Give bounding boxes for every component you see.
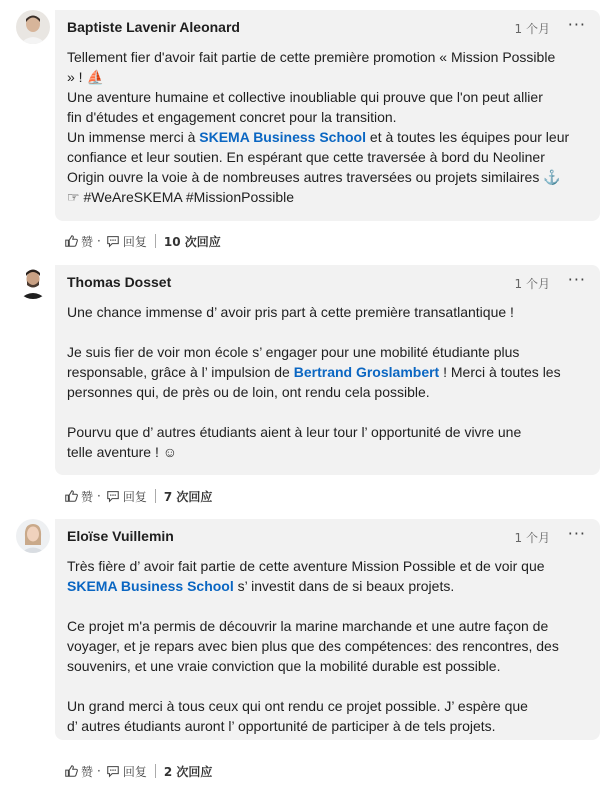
divider — [155, 489, 156, 503]
text-segment: et à toutes les équipes pour leur — [366, 129, 570, 145]
reply-label: 回复 — [122, 234, 147, 249]
thumbs-up-icon — [64, 234, 78, 248]
mention-link[interactable]: SKEMA Business School — [199, 129, 367, 145]
text-line: Une chance immense d’ avoir pris part à cette première transatlantique ! — [67, 304, 514, 320]
text-segment: Un immense merci à — [67, 129, 200, 145]
like-button[interactable] — [64, 488, 93, 505]
comment-author[interactable]: Baptiste Lavenir Aleonard — [67, 19, 240, 35]
text-line: fin d'études et engagement concret pour la transition. — [67, 109, 397, 125]
text-line: telle aventure ! ☺ — [67, 444, 178, 460]
mention-link[interactable]: SKEMA Business School — [67, 578, 234, 594]
text-line: confiance et leur soutien. En espérant que cette traversée à bord du Neoliner — [67, 149, 545, 165]
text-line: Très fière d’ avoir fait partie de cette aventure Mission Possible et de voir que — [67, 558, 545, 574]
comment-time: 1 个月 — [514, 531, 550, 545]
like-label: 赞 — [81, 489, 94, 504]
separator-dot: · — [97, 234, 101, 248]
comment-actions — [64, 761, 212, 781]
like-label: 赞 — [81, 764, 94, 779]
divider — [155, 234, 156, 248]
like-label: 赞 — [81, 234, 94, 249]
separator-dot: · — [97, 489, 101, 503]
reply-label: 回复 — [122, 764, 147, 779]
text-line: Ce projet m'a permis de découvrir la marine marchande et une autre façon de — [67, 618, 549, 634]
text-line: Tellement fier d'avoir fait partie de cette première promotion « Mission Possible — [67, 49, 556, 65]
avatar[interactable] — [16, 265, 50, 299]
text-line: Une aventure humaine et collective inoubliable qui prouve que l'on peut allier — [67, 89, 543, 105]
text-line — [67, 576, 590, 596]
comment-icon — [106, 234, 120, 248]
replies-count[interactable]: 2 次回应 — [163, 764, 213, 779]
comment-bubble — [55, 265, 600, 475]
comment-text — [67, 302, 590, 462]
text-segment: s’ investit dans de si beaux projets. — [233, 578, 455, 594]
reply-label: 回复 — [122, 489, 147, 504]
more-options-icon[interactable]: ··· — [567, 15, 586, 34]
more-options-icon[interactable]: ··· — [567, 270, 586, 289]
reply-button[interactable] — [106, 488, 147, 505]
avatar[interactable] — [16, 10, 50, 44]
thumbs-up-icon — [64, 764, 78, 778]
like-button[interactable] — [64, 763, 93, 780]
comment-bubble — [55, 519, 600, 740]
separator-dot: · — [97, 764, 101, 778]
thumbs-up-icon — [64, 489, 78, 503]
text-line: Un grand merci à tous ceux qui ont rendu ce projet possible. J’ espère que — [67, 698, 528, 714]
text-line: souvenirs, et une vraie conviction que la mobilité durable est possible. — [67, 658, 501, 674]
comment-actions — [64, 486, 212, 506]
comment-time: 1 个月 — [514, 22, 550, 36]
text-line: voyager, et je repars avec bien plus que des compétences: des rencontres, des — [67, 638, 559, 654]
comment-icon — [106, 489, 120, 503]
text-line — [67, 127, 590, 147]
comment-text — [67, 47, 590, 207]
text-line: » ! ⛵ — [67, 69, 104, 85]
comment-bubble — [55, 10, 600, 221]
comment-author[interactable]: Thomas Dosset — [67, 274, 172, 290]
text-segment: ! Merci à toutes les — [439, 364, 561, 380]
comment-actions — [64, 231, 221, 251]
reply-button[interactable] — [106, 763, 147, 780]
text-line: Je suis fier de voir mon école s’ engager pour une mobilité étudiante plus — [67, 344, 520, 360]
text-line: d’ autres étudiants auront l’ opportunité de participer à de tels projets. — [67, 718, 496, 734]
like-button[interactable] — [64, 233, 93, 250]
comment-time: 1 个月 — [514, 277, 550, 291]
text-line: Pourvu que d’ autres étudiants aient à leur tour l’ opportunité de vivre une — [67, 424, 522, 440]
text-line: ☞ #WeAreSKEMA #MissionPossible — [67, 189, 295, 205]
replies-count[interactable]: 7 次回应 — [163, 489, 213, 504]
text-segment: responsable, grâce à l’ impulsion de — [67, 364, 294, 380]
text-line: Origin ouvre la voie à de nombreuses autres traversées ou projets similaires ⚓ — [67, 169, 561, 185]
more-options-icon[interactable]: ··· — [567, 524, 586, 543]
comment-icon — [106, 764, 120, 778]
mention-link[interactable]: Bertrand Groslambert — [293, 364, 440, 380]
text-line: personnes qui, de près ou de loin, ont rendu cela possible. — [67, 384, 430, 400]
text-line — [67, 362, 590, 382]
avatar[interactable] — [16, 519, 50, 553]
reply-button[interactable] — [106, 233, 147, 250]
comment-author[interactable]: Eloïse Vuillemin — [67, 528, 174, 544]
replies-count[interactable]: 10 次回应 — [163, 234, 221, 249]
divider — [155, 764, 156, 778]
comment-text — [67, 556, 590, 736]
